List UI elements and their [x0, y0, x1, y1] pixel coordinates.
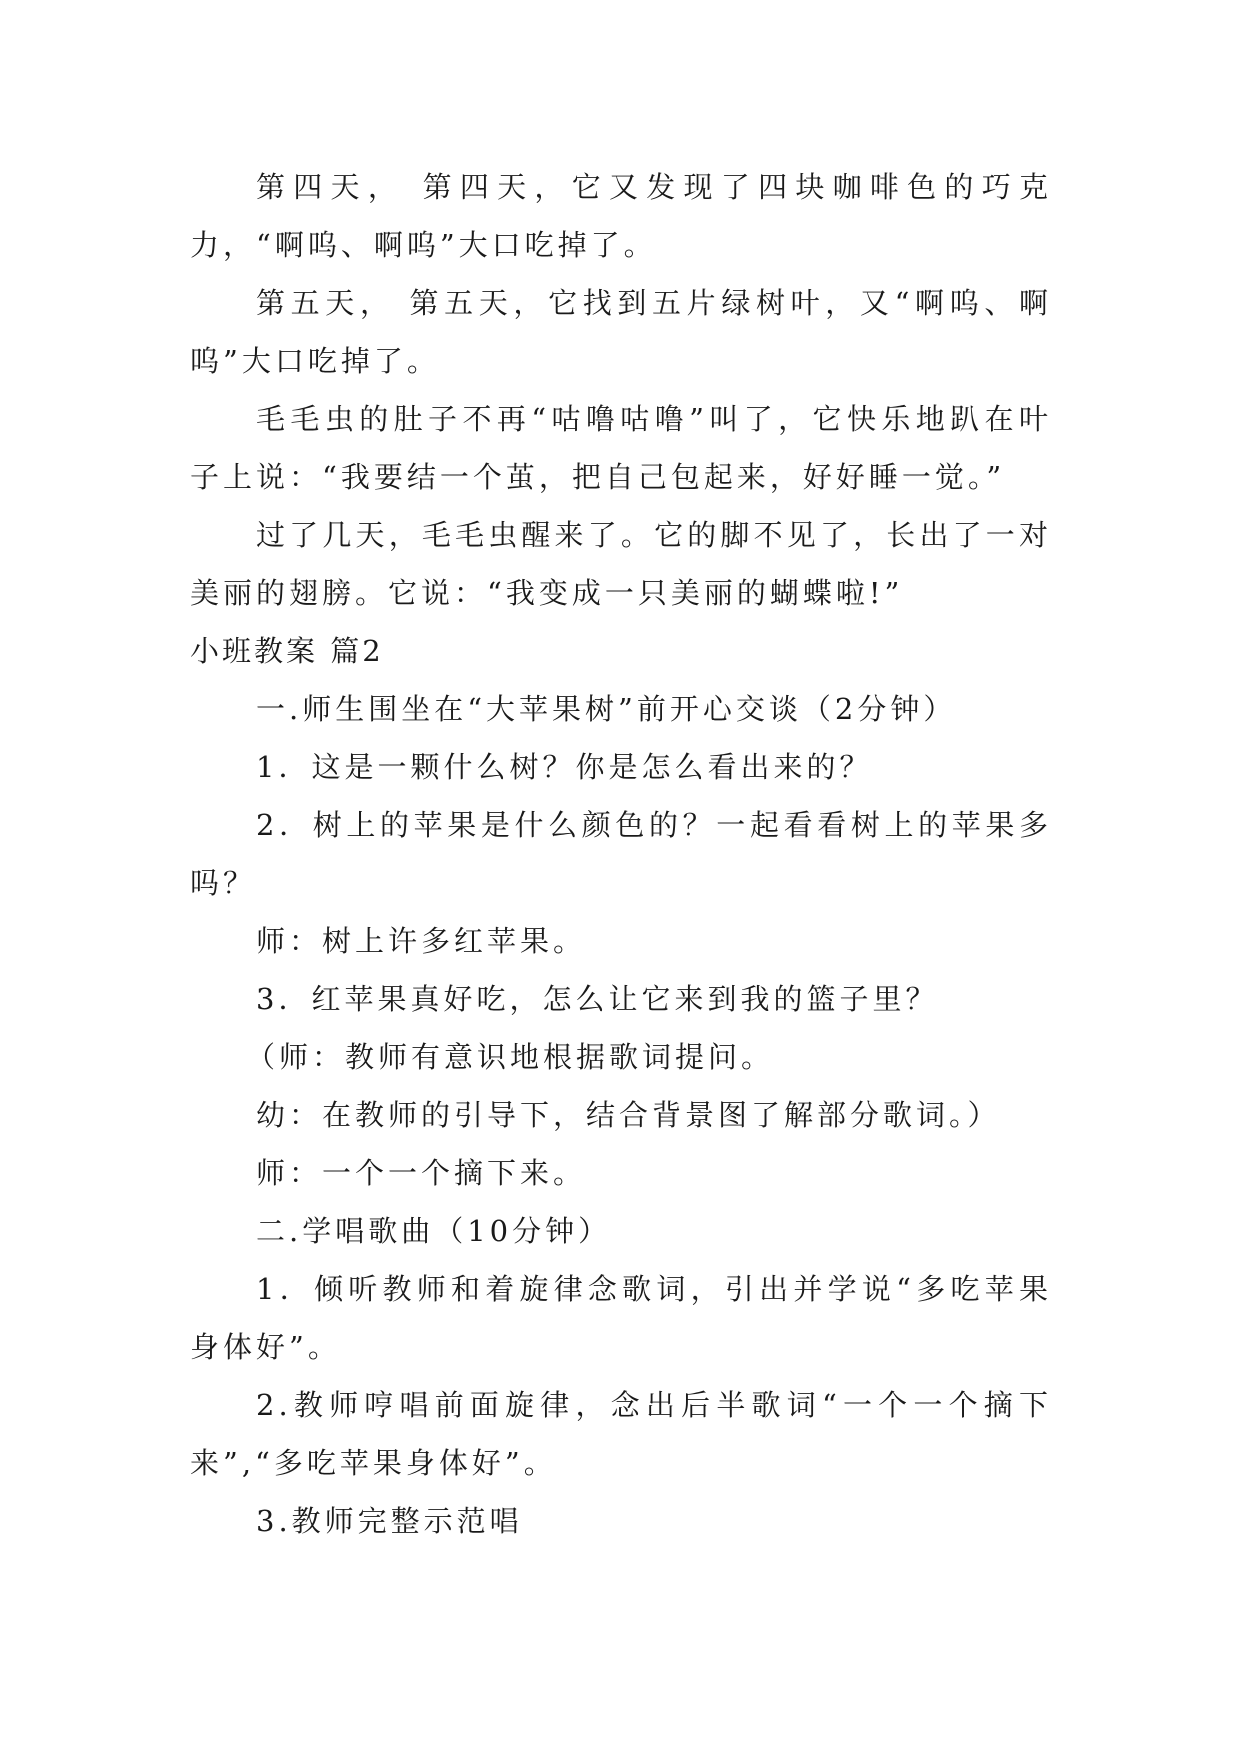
paragraph-step-two-title: 二.学唱歌曲（10分钟） — [256, 1214, 612, 1248]
paragraph-question-2: 2．树上的苹果是什么颜色的？一起看看树上的苹果多吗？ — [190, 808, 1052, 900]
paragraph-step-two-3: 3.教师完整示范唱 — [256, 1504, 523, 1538]
paragraph-child-note: 幼：在教师的引导下，结合背景图了解部分歌词。） — [256, 1098, 1001, 1132]
document-body — [190, 158, 1052, 1550]
paragraph-caterpillar-full: 毛毛虫的肚子不再“咕噜咕噜”叫了，它快乐地趴在叶子上说：“我要结一个茧，把自己包起来，好好睡一觉。” — [190, 402, 1052, 494]
paragraph-step-one-title: 一.师生围坐在“大苹果树”前开心交谈（2分钟） — [256, 692, 957, 726]
paragraph-butterfly: 过了几天，毛毛虫醒来了。它的脚不见了，长出了一对美丽的翅膀。它说：“我变成一只美丽的蝴蝶啦!” — [190, 518, 1052, 610]
section-heading-lesson-2: 小班教案 篇2 — [190, 634, 384, 668]
paragraph-step-two-1: 1．倾听教师和着旋律念歌词，引出并学说“多吃苹果身体好”。 — [190, 1272, 1052, 1364]
paragraph-teacher-note: （师：教师有意识地根据歌词提问。 — [246, 1040, 775, 1074]
paragraph-step-two-2: 2.教师哼唱前面旋律，念出后半歌词“一个一个摘下来”,“多吃苹果身体好”。 — [190, 1388, 1052, 1480]
paragraph-day-four: 第四天， 第四天，它又发现了四块咖啡色的巧克力，“啊呜、啊呜”大口吃掉了。 — [190, 170, 1052, 262]
paragraph-question-1: 1．这是一颗什么树？你是怎么看出来的？ — [256, 750, 873, 784]
paragraph-question-3: 3．红苹果真好吃，怎么让它来到我的篮子里？ — [256, 982, 939, 1016]
paragraph-day-five: 第五天， 第五天，它找到五片绿树叶，又“啊呜、啊呜”大口吃掉了。 — [190, 286, 1052, 378]
paragraph-teacher-answer-2: 师：一个一个摘下来。 — [256, 1156, 587, 1190]
paragraph-teacher-answer-1: 师：树上许多红苹果。 — [256, 924, 587, 958]
